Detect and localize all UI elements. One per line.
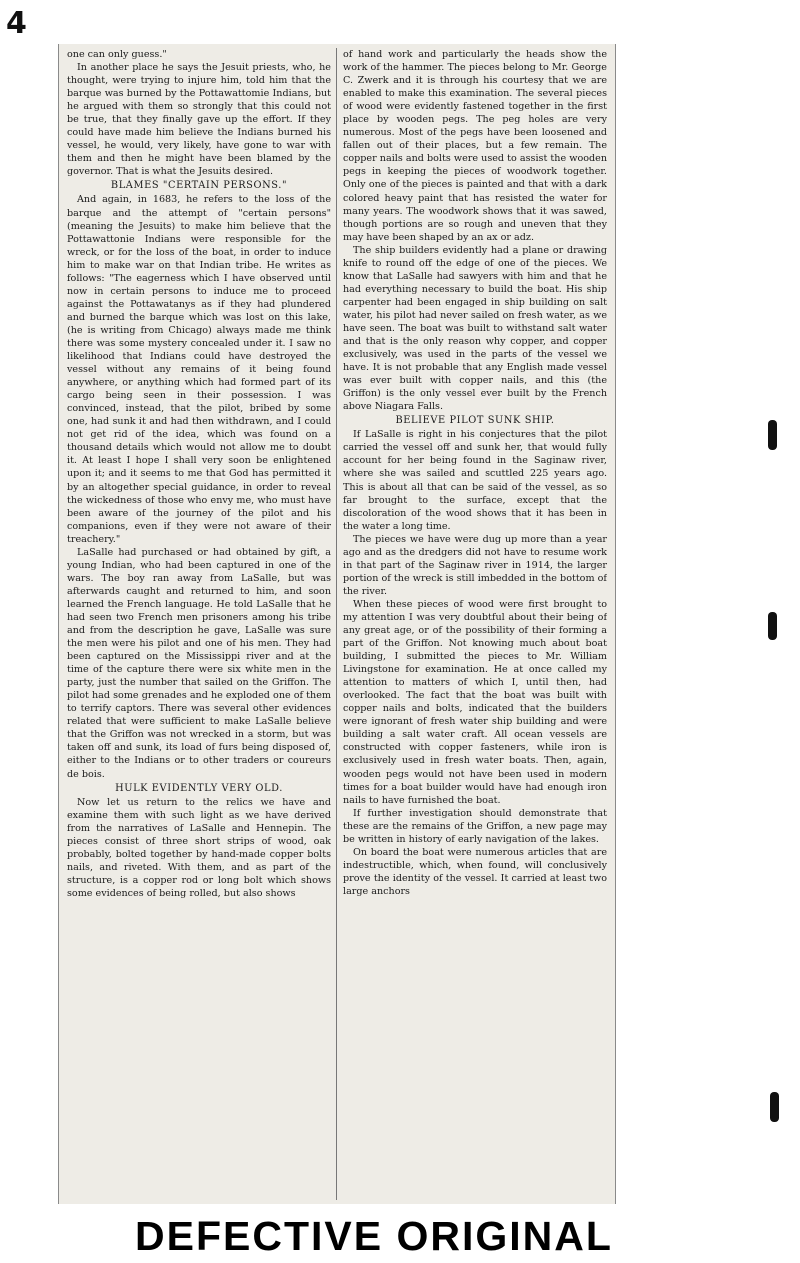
paragraph: The pieces we have were dug up more than a year ago and as the dredgers did not have to resume work in that part of the Saginaw river in 1914, the larger portion of the wreck is still imbedded in the bottom of the river. [343, 533, 607, 597]
paragraph: Now let us return to the relics we have and examine them with such light as we have derived from the narratives of LaSalle and Hennepin. The pieces consist of three short strips of wood, oak probably, bolted together by hand-made copper bolts nails, and riveted. With them, and as part of the structure, is a copper rod or long bolt which shows some evidences of being rolled, but also shows [67, 796, 331, 899]
scan-mark [768, 612, 777, 640]
right-column [343, 48, 607, 1200]
section-heading: BLAMES "CERTAIN PERSONS." [110, 180, 288, 192]
column-rule [336, 48, 337, 1200]
page-number: 4 [6, 6, 27, 41]
newspaper-clipping [58, 44, 616, 1204]
paragraph: On board the boat were numerous articles that are indestructible, which, when found, will conclusively prove the identity of the vessel. It carried at least two large anchors [343, 846, 607, 897]
defective-original-banner: DEFECTIVE ORIGINAL [83, 1214, 665, 1259]
paragraph: LaSalle had purchased or had obtained by gift, a young Indian, who had been captured in one of the wars. The boy ran away from LaSalle, but was afterwards caught and returned to him, and soon learned the French language. He told LaSalle that he had seen two French men prisoners among his tribe and from the description he gave, LaSalle was sure the men were his pilot and one of his men. They had been captured on the Mississippi river and at the time of the capture there were six white men in the party, just the number that sailed on the Griffon. The pilot had some grenades and he exploded one of them to terrify captors. There was several other evidences related that were sufficient to make LaSalle believe that the Griffon was not wrecked in a storm, but was taken off and sunk, its load of furs being disposed of, either to the Indians or to other traders or coureurs de bois. [67, 546, 331, 780]
left-column [67, 48, 331, 1200]
section-heading: BELIEVE PILOT SUNK SHIP. [395, 415, 555, 427]
paragraph: If further investigation should demonstrate that these are the remains of the Griffon, a new page may be written in history of early navigation of the lakes. [343, 807, 607, 845]
paragraph: In another place he says the Jesuit priests, who, he thought, were trying to injure him, told him that the barque was burned by the Pottawattomie Indians, but he argued with them so strongly that this could not be true, that they finally gave up the effort. If they could have made him believe the Indians burned his vessel, he would, very likely, have gone to war with them and then he might have been blamed by the governor. That is what the Jesuits desired. [67, 62, 331, 178]
paragraph: one can only guess." [67, 49, 167, 60]
scan-mark [770, 1092, 779, 1122]
paragraph: If LaSalle is right in his conjectures that the pilot carried the vessel off and sunk her, that would fully account for her being found in the Saginaw river, where she was sailed and scuttled 225 years ago. This is about all that can be said of the vessel, as so far brought to the surface, except that the discoloration of the wood shows that it has been in the water a long time. [343, 429, 607, 532]
paragraph: And again, in 1683, he refers to the loss of the barque and the attempt of "certain persons" (meaning the Jesuits) to make him believe that the Pottawattonie Indians were responsible for the wreck, or for the loss of the boat, in order to induce him to make war on that Indian tribe. He writes as follows: "The eagerness which I have observed until now in certain persons to induce me to proceed against the Pottawatanys as if they had plundered and burned the barque which was lost on this lake, (he is writing from Chicago) always made me think there was some mystery concealed under it. I saw no likelihood that Indians could have destroyed the vessel without any remains of it being found anywhere, or anything which had formed part of its cargo being seen in their possession. I was convinced, instead, that the pilot, bribed by some one, had sunk it and had then withdrawn, and I could not get rid of the idea, which was found on a thousand details which would not allow me to doubt it. At least I hope I shall very soon be enlightened upon it; and it seems to me that God has permitted it by an altogether special guidance, in order to reveal the wickedness of those who envy me, who must have been aware of the journey of the pilot and his companions, even if they were not aware of their treachery." [67, 194, 331, 545]
paragraph: The ship builders evidently had a plane or drawing knife to round off the edge of one of the pieces. We know that LaSalle had sawyers with him and that he had everything necessary to build the boat. His ship carpenter had been engaged in ship building on salt water, his pilot had never sailed on fresh water, as we have seen. The boat was built to withstand salt water and that is the only reason why copper, and copper exclusively, was used in the parts of the vessel we have. It is not probable that any English made vessel was ever built with copper nails, and this (the Griffon) is the only vessel ever built by the French above Niagara Falls. [343, 244, 607, 413]
section-heading: HULK EVIDENTLY VERY OLD. [115, 782, 283, 794]
paragraph: of hand work and particularly the heads show the work of the hammer. The pieces belong to Mr. George C. Zwerk and it is through his courtesy that we are enabled to make this examination. The several pieces of wood were evidently fastened together in the first place by wooden pegs. The peg holes are very numerous. Most of the pegs have been loosened and fallen out of their places, but a few remain. The copper nails and bolts were used to assist the wooden pegs in keeping the pieces of woodwork together. Only one of the pieces is painted and that with a dark colored heavy paint that has resisted the water for many years. The woodwork shows that it was sawed, though portions are so rough and uneven that they may have been shaped by an ax or adz. [343, 49, 607, 243]
scan-mark [768, 420, 777, 450]
paragraph: When these pieces of wood were first brought to my attention I was very doubtful about their being of any great age, or of the possibility of their forming a part of the Griffon. Not knowing much about boat building, I submitted the pieces to Mr. William Livingstone for examination. He at once called my attention to matters of which I, until then, had overlooked. The fact that the boat was built with copper nails and bolts, indicated that the builders were ignorant of fresh water ship building and were building a salt water craft. All ocean vessels are constructed with copper fasteners, while iron is exclusively used in fresh water boats. Then, again, wooden pegs would not have been used in modern times for a boat builder would have had enough iron nails to have furnished the boat. [343, 598, 607, 806]
